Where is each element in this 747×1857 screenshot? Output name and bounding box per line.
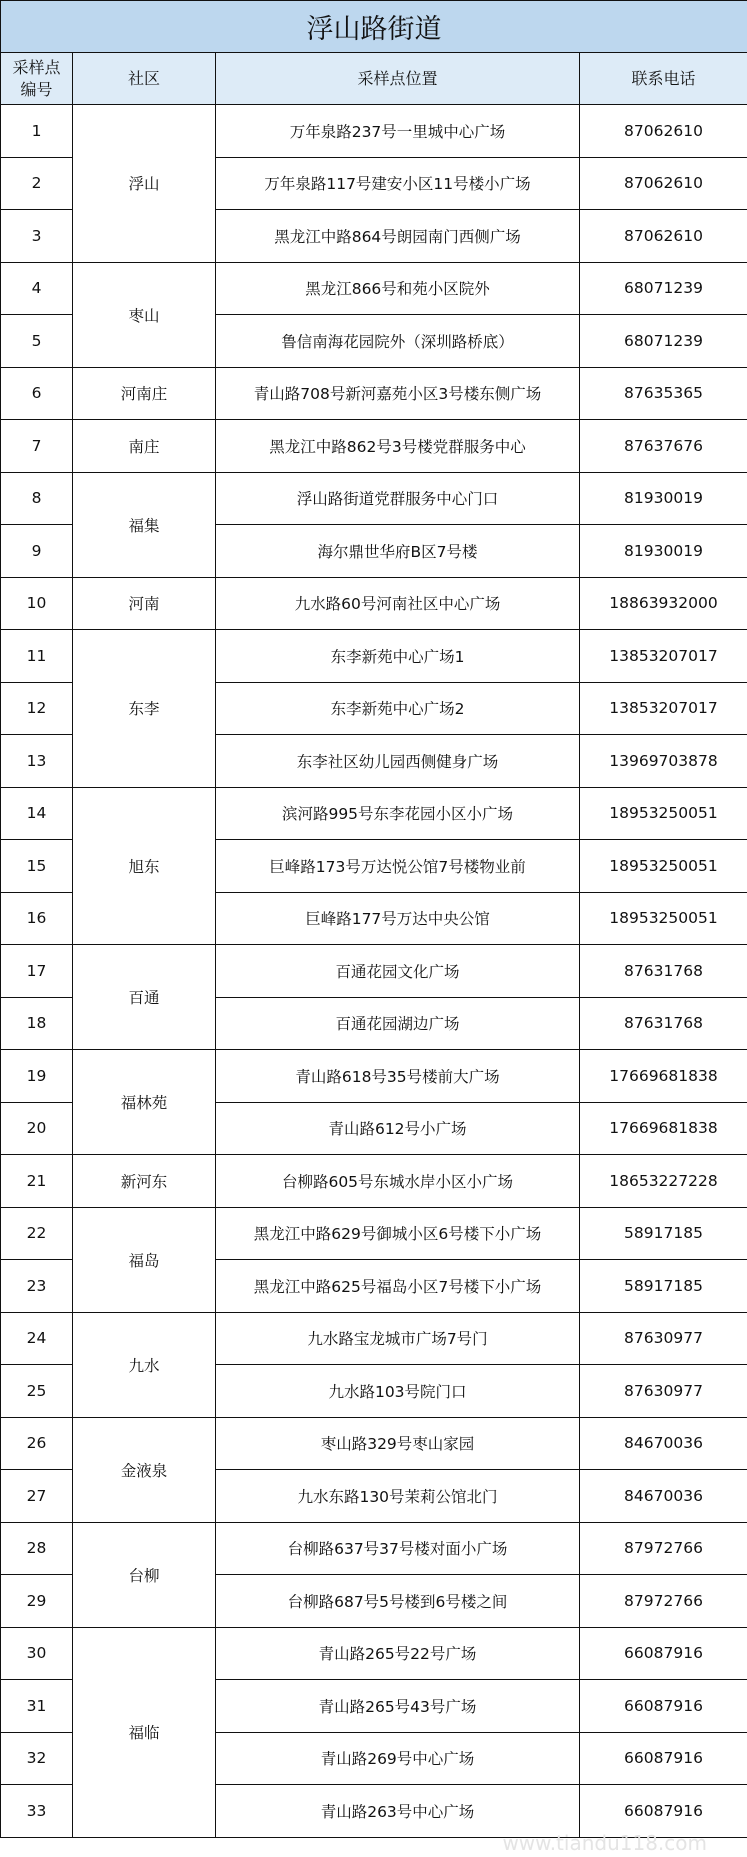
table-row xyxy=(1,367,747,420)
point-id-cell: 21 xyxy=(1,1155,73,1208)
community-cell: 福林苑 xyxy=(73,1050,216,1155)
header-community: 社区 xyxy=(73,53,216,105)
table-row xyxy=(1,1207,747,1260)
phone-cell: 68071239 xyxy=(580,315,747,368)
community-cell: 福岛 xyxy=(73,1207,216,1312)
community-cell: 旭东 xyxy=(73,787,216,945)
location-cell: 青山路265号43号广场 xyxy=(216,1680,580,1733)
point-id-cell: 23 xyxy=(1,1260,73,1313)
phone-cell: 18953250051 xyxy=(580,840,747,893)
point-id-cell: 4 xyxy=(1,262,73,315)
community-cell: 台柳 xyxy=(73,1522,216,1627)
phone-cell: 58917185 xyxy=(580,1260,747,1313)
location-cell: 百通花园文化广场 xyxy=(216,945,580,998)
location-cell: 青山路618号35号楼前大广场 xyxy=(216,1050,580,1103)
header-location: 采样点位置 xyxy=(216,53,580,105)
watermark: www.tiandu118.com xyxy=(502,1831,707,1855)
location-cell: 万年泉路117号建安小区11号楼小广场 xyxy=(216,157,580,210)
table-row xyxy=(1,472,747,525)
point-id-cell: 30 xyxy=(1,1627,73,1680)
phone-cell: 18863932000 xyxy=(580,577,747,630)
community-cell: 东李 xyxy=(73,630,216,788)
point-id-cell: 6 xyxy=(1,367,73,420)
table-row xyxy=(1,1417,747,1470)
phone-cell: 81930019 xyxy=(580,472,747,525)
phone-cell: 18653227228 xyxy=(580,1155,747,1208)
point-id-cell: 24 xyxy=(1,1312,73,1365)
community-cell: 金液泉 xyxy=(73,1417,216,1522)
location-cell: 鲁信南海花园院外（深圳路桥底） xyxy=(216,315,580,368)
table-row xyxy=(1,1312,747,1365)
point-id-cell: 12 xyxy=(1,682,73,735)
phone-cell: 87631768 xyxy=(580,997,747,1050)
phone-cell: 18953250051 xyxy=(580,787,747,840)
point-id-cell: 27 xyxy=(1,1470,73,1523)
table-row xyxy=(1,105,747,158)
location-cell: 青山路263号中心广场 xyxy=(216,1785,580,1838)
point-id-cell: 22 xyxy=(1,1207,73,1260)
phone-cell: 66087916 xyxy=(580,1732,747,1785)
community-cell: 河南庄 xyxy=(73,367,216,420)
point-id-cell: 9 xyxy=(1,525,73,578)
header-id: 采样点编号 xyxy=(1,53,73,105)
point-id-cell: 31 xyxy=(1,1680,73,1733)
location-cell: 黑龙江中路625号福岛小区7号楼下小广场 xyxy=(216,1260,580,1313)
point-id-cell: 2 xyxy=(1,157,73,210)
phone-cell: 58917185 xyxy=(580,1207,747,1260)
table-row xyxy=(1,1522,747,1575)
phone-cell: 87631768 xyxy=(580,945,747,998)
point-id-cell: 25 xyxy=(1,1365,73,1418)
phone-cell: 87062610 xyxy=(580,105,747,158)
location-cell: 青山路265号22号广场 xyxy=(216,1627,580,1680)
phone-cell: 87062610 xyxy=(580,210,747,263)
community-cell: 河南 xyxy=(73,577,216,630)
phone-cell: 66087916 xyxy=(580,1627,747,1680)
community-cell: 南庄 xyxy=(73,420,216,473)
point-id-cell: 8 xyxy=(1,472,73,525)
point-id-cell: 15 xyxy=(1,840,73,893)
location-cell: 黑龙江中路862号3号楼党群服务中心 xyxy=(216,420,580,473)
point-id-cell: 3 xyxy=(1,210,73,263)
location-cell: 滨河路995号东李花园小区小广场 xyxy=(216,787,580,840)
point-id-cell: 32 xyxy=(1,1732,73,1785)
location-cell: 东李新苑中心广场1 xyxy=(216,630,580,683)
location-cell: 巨峰路173号万达悦公馆7号楼物业前 xyxy=(216,840,580,893)
point-id-cell: 20 xyxy=(1,1102,73,1155)
community-cell: 百通 xyxy=(73,945,216,1050)
location-cell: 青山路708号新河嘉苑小区3号楼东侧广场 xyxy=(216,367,580,420)
location-cell: 九水路宝龙城市广场7号门 xyxy=(216,1312,580,1365)
point-id-cell: 5 xyxy=(1,315,73,368)
phone-cell: 87062610 xyxy=(580,157,747,210)
phone-cell: 17669681838 xyxy=(580,1102,747,1155)
phone-cell: 87972766 xyxy=(580,1575,747,1628)
community-cell: 九水 xyxy=(73,1312,216,1417)
point-id-cell: 18 xyxy=(1,997,73,1050)
point-id-cell: 16 xyxy=(1,892,73,945)
table-row xyxy=(1,1050,747,1103)
phone-cell: 87972766 xyxy=(580,1522,747,1575)
location-cell: 台柳路637号37号楼对面小广场 xyxy=(216,1522,580,1575)
point-id-cell: 29 xyxy=(1,1575,73,1628)
location-cell: 百通花园湖边广场 xyxy=(216,997,580,1050)
phone-cell: 13853207017 xyxy=(580,630,747,683)
location-cell: 浮山路街道党群服务中心门口 xyxy=(216,472,580,525)
point-id-cell: 28 xyxy=(1,1522,73,1575)
point-id-cell: 14 xyxy=(1,787,73,840)
point-id-cell: 1 xyxy=(1,105,73,158)
community-cell: 枣山 xyxy=(73,262,216,367)
table-row xyxy=(1,1155,747,1208)
point-id-cell: 7 xyxy=(1,420,73,473)
table-row xyxy=(1,1627,747,1680)
phone-cell: 87630977 xyxy=(580,1312,747,1365)
phone-cell: 87637676 xyxy=(580,420,747,473)
table-row xyxy=(1,420,747,473)
phone-cell: 81930019 xyxy=(580,525,747,578)
point-id-cell: 17 xyxy=(1,945,73,998)
community-cell: 福集 xyxy=(73,472,216,577)
table-row xyxy=(1,630,747,683)
community-cell: 浮山 xyxy=(73,105,216,263)
location-cell: 黑龙江中路864号朗园南门西侧广场 xyxy=(216,210,580,263)
phone-cell: 84670036 xyxy=(580,1470,747,1523)
point-id-cell: 19 xyxy=(1,1050,73,1103)
phone-cell: 84670036 xyxy=(580,1417,747,1470)
point-id-cell: 13 xyxy=(1,735,73,788)
location-cell: 东李新苑中心广场2 xyxy=(216,682,580,735)
location-cell: 巨峰路177号万达中央公馆 xyxy=(216,892,580,945)
community-cell: 新河东 xyxy=(73,1155,216,1208)
location-cell: 台柳路605号东城水岸小区小广场 xyxy=(216,1155,580,1208)
phone-cell: 87630977 xyxy=(580,1365,747,1418)
header-phone: 联系电话 xyxy=(580,53,747,105)
table-title: 浮山路街道 xyxy=(1,1,747,53)
location-cell: 黑龙江中路629号御城小区6号楼下小广场 xyxy=(216,1207,580,1260)
location-cell: 海尔鼎世华府B区7号楼 xyxy=(216,525,580,578)
phone-cell: 13969703878 xyxy=(580,735,747,788)
phone-cell: 18953250051 xyxy=(580,892,747,945)
table-row xyxy=(1,262,747,315)
phone-cell: 87635365 xyxy=(580,367,747,420)
phone-cell: 13853207017 xyxy=(580,682,747,735)
location-cell: 九水路103号院门口 xyxy=(216,1365,580,1418)
point-id-cell: 26 xyxy=(1,1417,73,1470)
point-id-cell: 11 xyxy=(1,630,73,683)
location-cell: 九水路60号河南社区中心广场 xyxy=(216,577,580,630)
location-cell: 黑龙江866号和苑小区院外 xyxy=(216,262,580,315)
location-cell: 九水东路130号茉莉公馆北门 xyxy=(216,1470,580,1523)
location-cell: 万年泉路237号一里城中心广场 xyxy=(216,105,580,158)
location-cell: 台柳路687号5号楼到6号楼之间 xyxy=(216,1575,580,1628)
point-id-cell: 33 xyxy=(1,1785,73,1838)
table-row xyxy=(1,945,747,998)
table-row xyxy=(1,577,747,630)
location-cell: 枣山路329号枣山家园 xyxy=(216,1417,580,1470)
location-cell: 东李社区幼儿园西侧健身广场 xyxy=(216,735,580,788)
point-id-cell: 10 xyxy=(1,577,73,630)
location-cell: 青山路612号小广场 xyxy=(216,1102,580,1155)
phone-cell: 17669681838 xyxy=(580,1050,747,1103)
community-cell: 福临 xyxy=(73,1627,216,1837)
phone-cell: 66087916 xyxy=(580,1680,747,1733)
phone-cell: 66087916 xyxy=(580,1785,747,1838)
table-row xyxy=(1,787,747,840)
location-cell: 青山路269号中心广场 xyxy=(216,1732,580,1785)
phone-cell: 68071239 xyxy=(580,262,747,315)
